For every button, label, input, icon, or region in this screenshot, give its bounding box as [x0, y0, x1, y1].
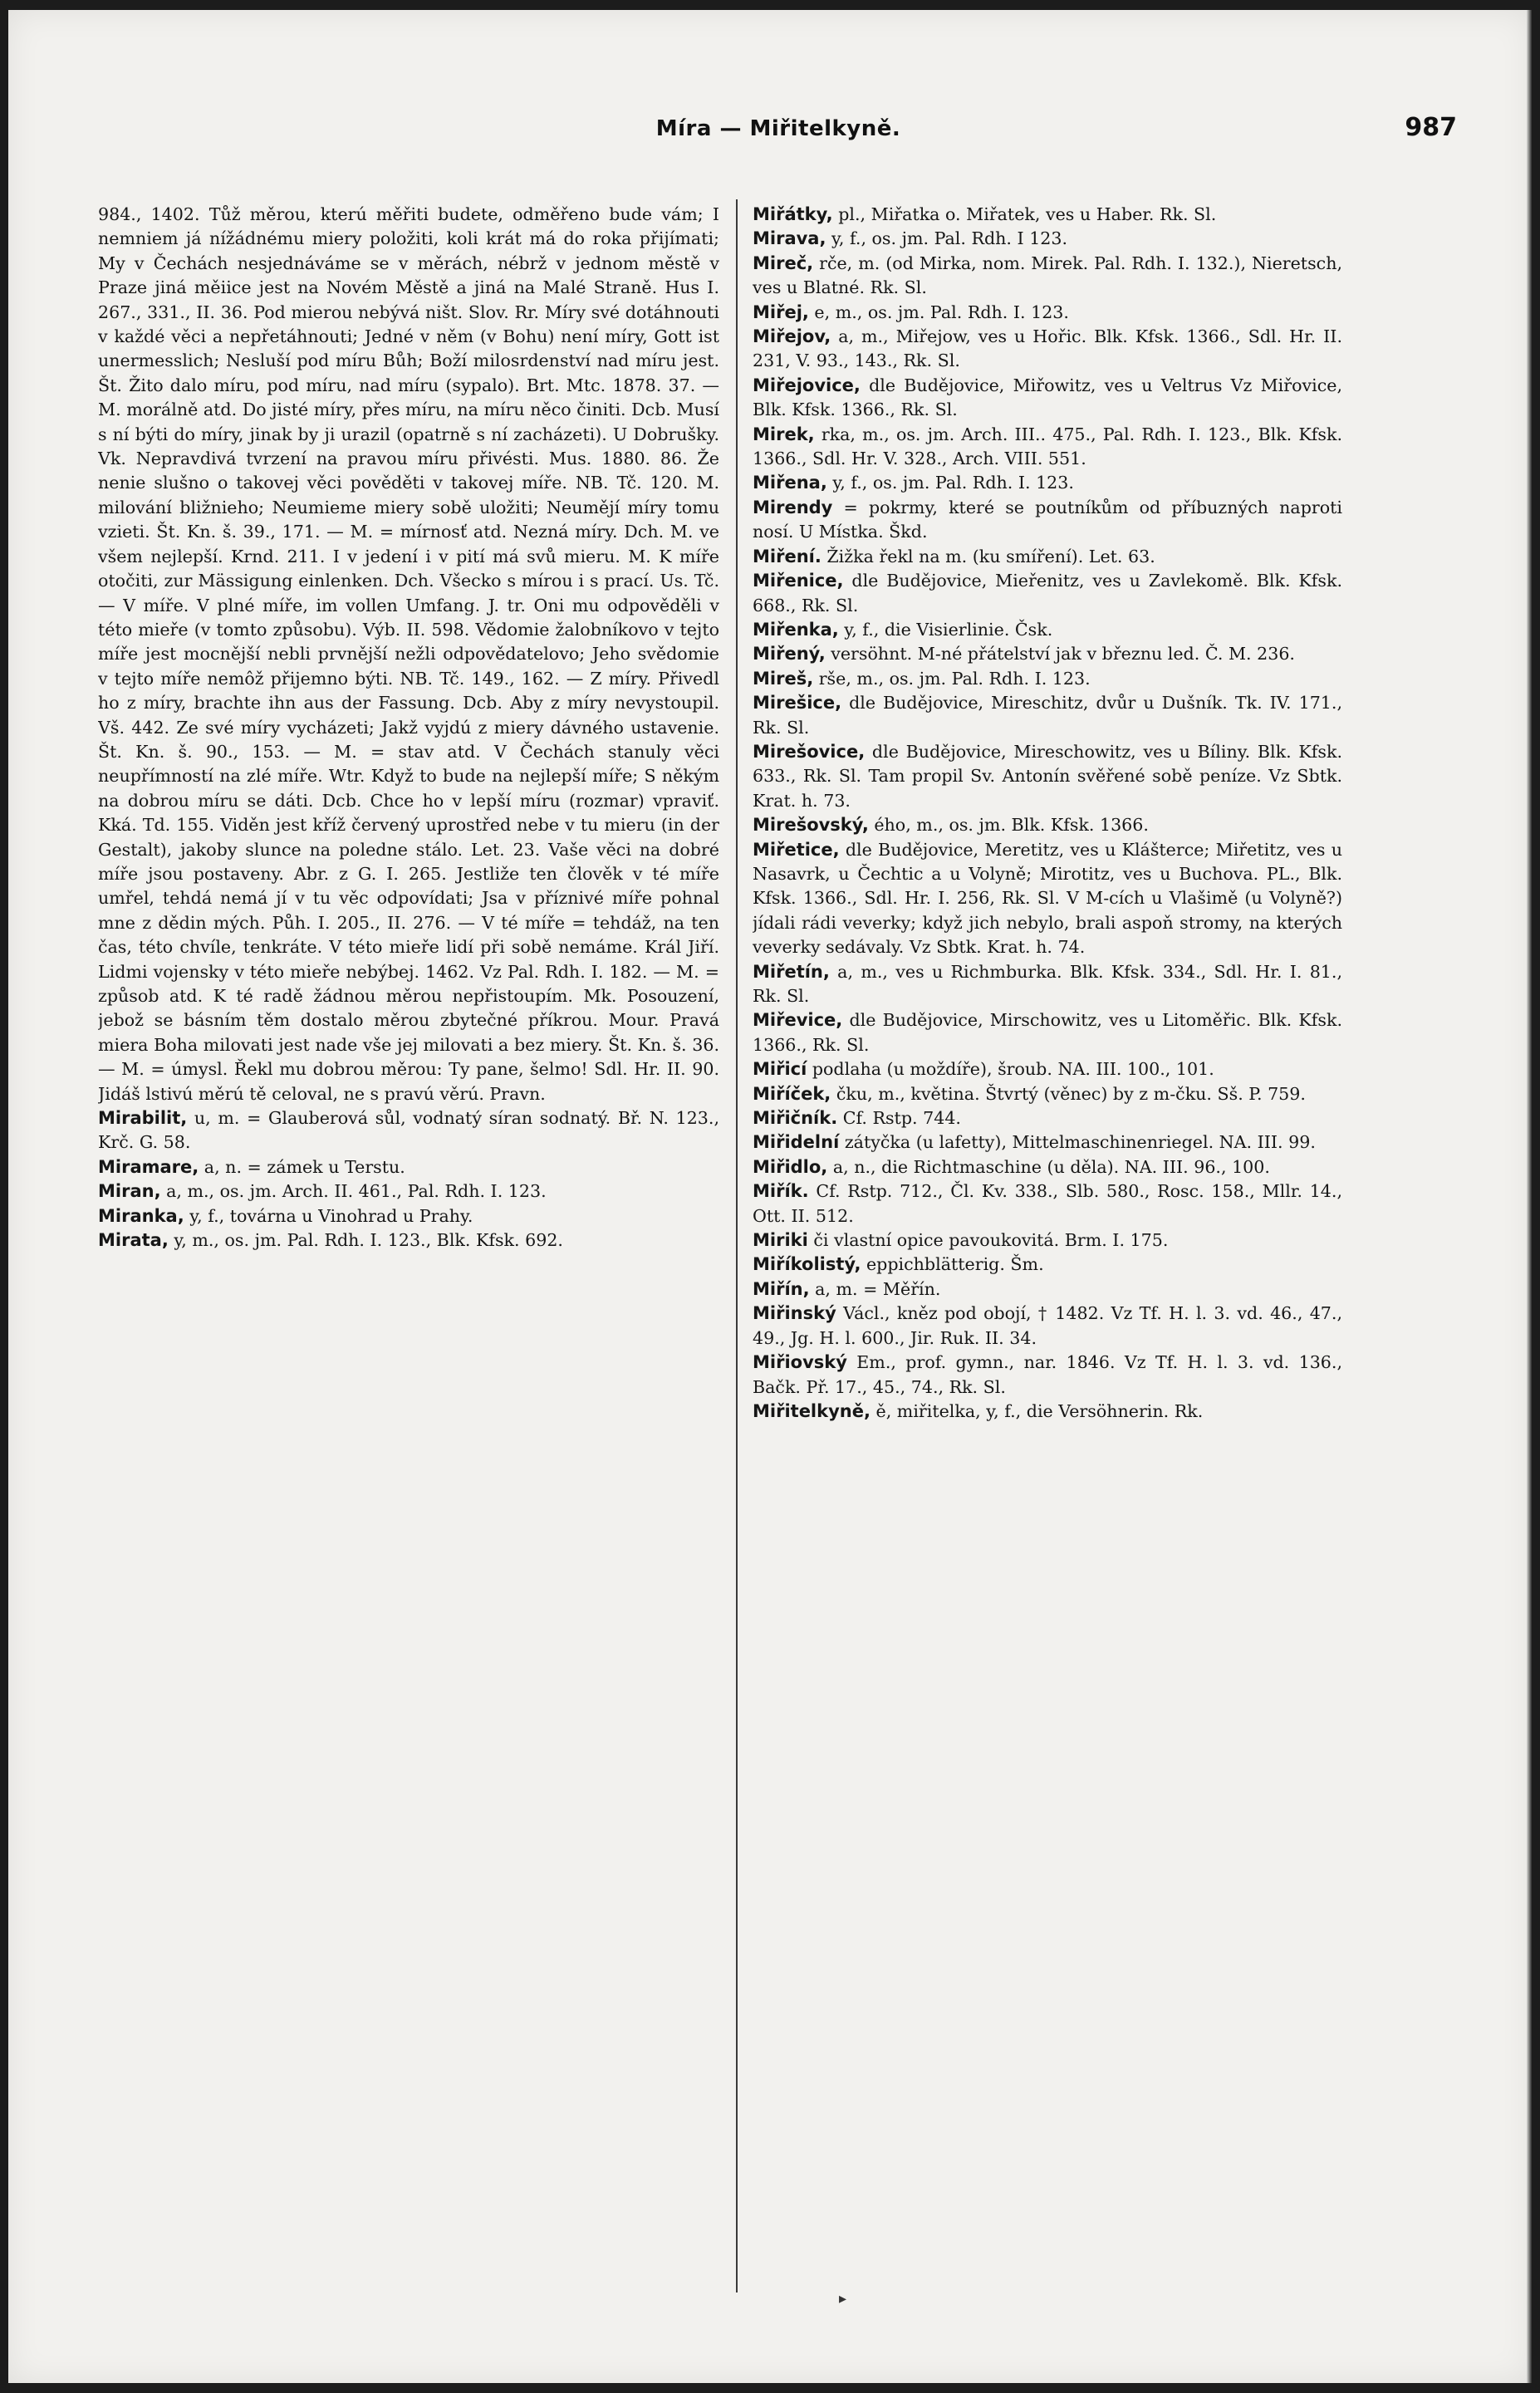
dictionary-entry — [98, 1106, 719, 1155]
dictionary-entry — [753, 642, 1342, 666]
entry-text: y, f., os. jm. Pal. Rdh. I. 123. — [826, 473, 1074, 493]
entry-text: a, m., ves u Richmburka. Blk. Kfsk. 334., Sdl. Hr. I. 81., Rk. Sl. — [753, 961, 1342, 1006]
entry-headword: Miřej, — [753, 302, 809, 322]
entry-text: Em., prof. gymn., nar. 1846. Vz Tf. H. l. 3. vd. 136., Bačk. Př. 17., 45., 74., Rk. Sl. — [753, 1352, 1342, 1397]
dictionary-entry — [753, 374, 1342, 423]
entry-text: dle Budějovice, Mireschitz, dvůr u Dušník. Tk. IV. 171., Rk. Sl. — [753, 693, 1342, 738]
dictionary-entry — [753, 227, 1342, 251]
entry-text: dle Budějovice, Mirschowitz, ves u Litoměřic. Blk. Kfsk. 1366., Rk. Sl. — [753, 1010, 1342, 1055]
entry-headword: Miřena, — [753, 473, 827, 493]
entry-headword: Miřitelkyně, — [753, 1400, 871, 1421]
dictionary-entry — [753, 740, 1342, 813]
dictionary-entry — [753, 667, 1342, 691]
entry-text: a, n., die Richtmaschine (u děla). NA. III. 96., 100. — [827, 1156, 1270, 1177]
entry-headword: Mirava, — [753, 228, 826, 249]
entry-text: u, m. = Glauberová sůl, vodnatý síran sodnatý. Bř. N. 123., Krč. G. 58. — [98, 1108, 719, 1153]
entry-headword: Miřiovský — [753, 1352, 847, 1373]
dictionary-entry — [753, 1228, 1342, 1253]
dictionary-entry — [753, 1179, 1342, 1228]
entry-text: rka, m., os. jm. Arch. III.. 475., Pal. Rdh. I. 123., Blk. Kfsk. 1366., Sdl. Hr. V. 328., Arch. VIII. 551. — [753, 424, 1342, 469]
dictionary-entry — [753, 618, 1342, 642]
entry-text: y, f., os. jm. Pal. Rdh. I 123. — [826, 228, 1068, 249]
entry-headword: Mireš, — [753, 668, 814, 689]
entry-headword: Mirešovský, — [753, 815, 869, 836]
entry-headword: Miřejov, — [753, 326, 831, 347]
dictionary-entry — [753, 1130, 1342, 1155]
dictionary-entry — [753, 252, 1342, 301]
dictionary-entry — [753, 569, 1342, 618]
entry-headword: Miření. — [753, 546, 821, 566]
entry-headword: Miřík. — [753, 1181, 809, 1202]
entry-headword: Miriki — [753, 1230, 808, 1251]
entry-text: 984., 1402. Tůž měrou, kterú měřiti budete, odměřeno bude vám; I nemniem já nížádnému miery položiti, koli krát má do roka přijímati; My v Čechách nesjednáváme se v měrách, nébrž v jednom městě v Praze jiná měiice jest na Novém Městě a jiná na Malé Straně. Hus I. 267., 331., II. 36. Pod mierou nebývá ništ. Slov. Rr. Míry své dotáhnouti v každé věci a nepřetáhnouti; Jedné v něm (v Bohu) není míry, Gott ist unermesslich; Nesluší pod míru Bůh; Boží milosrdenství nad míru jest. Št. Žito dalo míru, pod míru, nad míru (sypalo). Brt. Mtc. 1878. 37. — M. morálně atd. Do jisté míry, přes míru, na míru něco činiti. Dcb. Musí s ní býti do míry, jinak by ji urazil (opatrně s ní zacházeti). U Dobrušky. Vk. Nepravdivá tvrzení na pravou míru přivésti. Mus. 1880. 86. Že nenie slušno o takovej věci pověděti v takovej míře. NB. Tč. 120. M. milování bližnieho; Neumieme miery sobě uložiti; Neumějí míry tomu vzieti. Št. Kn. š. 39., 171. — M. = mírnosť atd. Nezná míry. Dch. M. ve všem nejlepší. Krnd. 211. I v jedení i v pití má svů mieru. M. K míře otočiti, zur Mässigung einlenken. Dch. Všecko s mírou i s prací. Us. Tč. — V míře. V plné míře, im vollen Umfang. J. tr. Oni mu odpověděli v této mieře (v tomto způsobu). Výb. II. 598. Vědomie žalobníkovo v tejto míře jest mocnější nebli prvnější nežli odpovědatelovo; Jeho svědomie v tejto míře nemôž přijemno býti. NB. Tč. 149., 162. — Z míry. Přivedl ho z míry, brachte ihn aus der Fassung. Dcb. Aby z míry nevystoupil. Vš. 442. Ze své míry vycházeti; Jakž vyjdú z miery dávného ustavenie. Št. Kn. š. 90., 153. — M. = stav atd. V Čechách stanuly věci neupřímností na zlé míře. Wtr. Když to bude na nejlepší míře; S někým na dobrou míru se dáti. Dcb. Chce ho v lepší míru (rozmar) vpraviť. Kká. Td. 155. Viděn jest kříž červený uprostřed nebe v tu mieru (in der Gestalt), jakoby slunce na poledne stálo. Let. 23. Vaše věci na dobré míře jsou postaveny. Abr. z G. I. 265. Jestliže ten člověk v té míře umřel, tehdá nemá jí v tu věc odpovídati; Jsa v příznivé míře pohnal mne z dědin mých. Půh. I. 205., II. 276. — V té míře = tehdáž, na ten čas, této chvíle, tenkráte. V této mieře lidí při sobě nemáme. Král Jiří. Lidmi vojensky v této mieře nebýbej. 1462. Vz Pal. Rdh. I. 182. — M. = způsob atd. K té radě žádnou měrou nepřistoupím. Mk. Posouzení, jebož se básním těm dostalo měrou zbytečné příkrou. Mour. Pravá miera Boha milovati jest nade vše jej milovati a bez miery. Št. Kn. š. 36. — M. = úmysl. Řekl mu dobrou měrou: Ty pane, šelmo! Sdl. Hr. II. 90. Jidáš lstivú měrú tě celoval, ne s pravú věrú. Pravn. — [98, 204, 719, 1104]
entry-headword: Mireč, — [753, 253, 814, 273]
dictionary-entry — [98, 1204, 719, 1228]
dictionary-entry — [753, 960, 1342, 1009]
dictionary-entry — [98, 1155, 719, 1179]
entry-headword: Mirešice, — [753, 693, 842, 713]
entry-text: y, f., die Visierlinie. Čsk. — [838, 619, 1053, 640]
entry-headword: Miřátky, — [753, 204, 833, 224]
entry-headword: Miřenka, — [753, 619, 839, 640]
entry-headword: Miříkolistý, — [753, 1254, 861, 1275]
entry-headword: Miříček, — [753, 1083, 831, 1104]
dictionary-entry — [753, 471, 1342, 495]
left-column — [98, 203, 719, 2292]
entry-text: čku, m., květina. Štvrtý (věnec) by z m-čku. Sš. P. 759. — [831, 1083, 1306, 1104]
entry-text: dle Budějovice, Mieřenitz, ves u Zavlekomě. Blk. Kfsk. 668., Rk. Sl. — [753, 571, 1342, 615]
entry-text: versöhnt. M-né přátelství jak v březnu led. Č. M. 236. — [825, 644, 1295, 664]
entry-headword: Miřetice, — [753, 839, 840, 860]
dictionary-entry — [753, 1253, 1342, 1277]
dictionary-entry — [753, 325, 1342, 374]
entry-text: ého, m., os. jm. Blk. Kfsk. 1366. — [868, 815, 1149, 836]
entry-headword: Miřidelní — [753, 1132, 840, 1153]
dictionary-entry — [753, 838, 1342, 960]
dictionary-entry — [753, 203, 1342, 227]
entry-headword: Miřín, — [753, 1278, 810, 1299]
dictionary-entry — [753, 1155, 1342, 1179]
entry-text: rče, m. (od Mirka, nom. Mirek. Pal. Rdh. I. 132.), Nieretsch, ves u Blatné. Rk. Sl. — [753, 253, 1342, 298]
entry-headword: Mirabilit, — [98, 1108, 188, 1129]
right-column — [753, 203, 1342, 2292]
entry-text: pl., Miřatka o. Miřatek, ves u Haber. Rk. Sl. — [832, 204, 1217, 224]
dictionary-entry — [753, 496, 1342, 545]
entry-headword: Miřidlo, — [753, 1156, 828, 1177]
entry-text: Cf. Rstp. 744. — [837, 1108, 961, 1129]
dictionary-entry — [753, 1008, 1342, 1057]
dictionary-entry — [753, 423, 1342, 472]
footer-mark: ▸ — [839, 2290, 847, 2307]
entry-headword: Miřinský — [753, 1303, 836, 1324]
entry-text: Žižka řekl na m. (ku smíření). Let. 63. — [821, 546, 1155, 566]
entry-text: či vlastní opice pavoukovitá. Brm. I. 175. — [807, 1230, 1169, 1251]
dictionary-entry — [98, 1228, 719, 1253]
entry-headword: Miřený, — [753, 644, 826, 664]
running-header — [91, 113, 1465, 158]
entry-text: y, m., os. jm. Pal. Rdh. I. 123., Blk. Kfsk. 692. — [168, 1230, 563, 1251]
entry-text: rše, m., os. jm. Pal. Rdh. I. 123. — [813, 668, 1091, 689]
entry-text: podlaha (u moždíře), šroub. NA. III. 100., 101. — [807, 1059, 1214, 1080]
page-number: 987 — [1405, 113, 1457, 142]
page-edge-shadow — [1527, 10, 1532, 2383]
entry-text: zátyčka (u lafetty), Mittelmaschinenriegel. NA. III. 99. — [839, 1132, 1316, 1153]
dictionary-entry — [753, 1302, 1342, 1351]
entry-text: e, m., os. jm. Pal. Rdh. I. 123. — [808, 302, 1069, 322]
dictionary-entry — [753, 1277, 1342, 1302]
entry-headword: Miřenice, — [753, 571, 844, 591]
dictionary-page — [8, 10, 1532, 2383]
entry-text: a, n. = zámek u Terstu. — [199, 1156, 405, 1177]
entry-text: = pokrmy, které se poutníkům od příbuzných naproti nosí. U Místka. Škd. — [753, 497, 1342, 542]
column-divider — [736, 199, 738, 2292]
entry-text: a, m., os. jm. Arch. II. 461., Pal. Rdh. I. 123. — [160, 1181, 547, 1202]
entry-text: a, m. = Měřín. — [809, 1278, 941, 1299]
entry-text: Václ., kněz pod obojí, † 1482. Vz Tf. H. l. 3. vd. 46., 47., 49., Jg. H. l. 600., Jir. Ruk. II. 34. — [753, 1303, 1342, 1348]
running-head-title: Míra — Miřitelkyně. — [655, 116, 901, 141]
entry-text: ě, miřitelka, y, f., die Versöhnerin. Rk. — [870, 1400, 1204, 1421]
entry-headword: Miřičník. — [753, 1108, 838, 1129]
dictionary-entry — [753, 1351, 1342, 1400]
dictionary-entry — [753, 1400, 1342, 1424]
entry-text: y, f., továrna u Vinohrad u Prahy. — [184, 1205, 473, 1226]
dictionary-entry — [98, 203, 719, 1106]
dictionary-entry — [753, 1106, 1342, 1130]
entry-headword: Mirendy — [753, 497, 833, 517]
entry-text: dle Budějovice, Meretitz, ves u Klášterce; Miřetitz, ves u Nasavrk, u Čechtic a u Volyně; Mirotitz, ves u Buchova. PL., Blk. Kfsk. 1366., Sdl. Hr. I. 256, Rk. Sl. V M-cích u Vlašimě (u Volyně?) jídali rádi veverky; když jich nebylo, brali aspoň stromy, na kterých veverky sedávaly. Vz Sbtk. Krat. h. 74. — [753, 839, 1342, 958]
entry-text: dle Budějovice, Miřowitz, ves u Veltrus Vz Miřovice, Blk. Kfsk. 1366., Rk. Sl. — [753, 375, 1342, 420]
entry-headword: Mirata, — [98, 1230, 169, 1251]
dictionary-entry — [753, 813, 1342, 837]
entry-text: Cf. Rstp. 712., Čl. Kv. 338., Slb. 580., Rosc. 158., Mllr. 14., Ott. II. 512. — [753, 1181, 1342, 1226]
entry-headword: Mirešovice, — [753, 741, 866, 762]
dictionary-entry — [753, 691, 1342, 740]
entry-headword: Mirek, — [753, 424, 815, 444]
entry-headword: Miřicí — [753, 1059, 807, 1080]
entry-text: eppichblätterig. Šm. — [861, 1254, 1044, 1275]
entry-headword: Miřejovice, — [753, 375, 861, 395]
dictionary-entry — [753, 301, 1342, 325]
entry-headword: Miřevice, — [753, 1010, 843, 1031]
entry-headword: Miramare, — [98, 1156, 199, 1177]
dictionary-entry — [98, 1179, 719, 1204]
dictionary-entry — [753, 545, 1342, 569]
entry-headword: Miranka, — [98, 1205, 184, 1226]
entry-headword: Miřetín, — [753, 961, 830, 982]
dictionary-entry — [753, 1082, 1342, 1106]
entry-headword: Miran, — [98, 1181, 161, 1202]
entry-text: dle Budějovice, Mireschowitz, ves u Bíliny. Blk. Kfsk. 633., Rk. Sl. Tam propil Sv. Antonín svěřené sobě peníze. Vz Sbtk. Krat. h. 73. — [753, 741, 1342, 811]
dictionary-entry — [753, 1057, 1342, 1081]
entry-text: a, m., Miřejow, ves u Hořic. Blk. Kfsk. 1366., Sdl. Hr. II. 231, V. 93., 143., Rk. Sl. — [753, 326, 1342, 371]
